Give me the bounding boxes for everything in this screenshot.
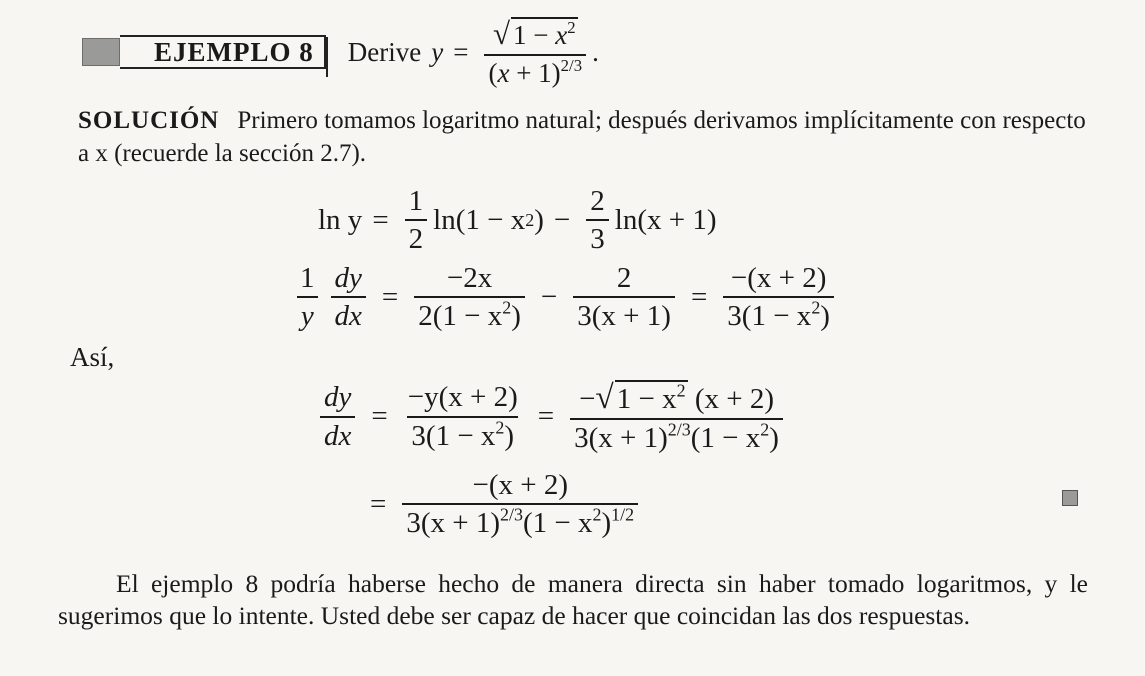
statement-prefix: Derive (347, 36, 422, 67)
equation-2: $\frac{1}{y}$ $\frac{dy}{dx}$ = $\frac{-2x}{2(1 - x^2)}$ − $\frac{2}{3(x + 1)}$ = $\frac{-(x + 2)}{3(1 - x^2)}$ (290, 263, 840, 332)
solution-paragraph (78, 104, 1088, 170)
example-header (82, 18, 599, 87)
example-statement (348, 18, 599, 87)
solution-text: Primero tomamos logaritmo natural; después derivamos implícitamente con respecto a x (recuerde la sección 2.7). (78, 107, 1086, 167)
statement-period: . (592, 36, 599, 67)
closing-paragraph: El ejemplo 8 podría haberse hecho de manera directa sin haber tomado logaritmos, y le sugerimos que lo intente. Usted debe ser capaz de hacer que coincidan las dos respuestas. (58, 569, 1088, 630)
statement-y: y (431, 36, 444, 67)
asi-label: Así, (70, 342, 115, 372)
example-tab-marker (82, 38, 120, 66)
statement-fraction: $\frac{√ 1 - x^2}{(x + 1)^{2/3}}$ (484, 18, 586, 87)
equation-4: = $\frac{-(x + 2)}{3(x + 1)^{2/3}(1 - x^2)^{1/2}}$ (360, 470, 644, 539)
example-label: EJEMPLO 8 (120, 35, 326, 69)
end-of-example-mark (1062, 490, 1078, 506)
radical: √ $1 - x^2$ (492, 16, 576, 51)
statement-eq: = (453, 36, 469, 67)
equation-1: ln y = $\frac{1}{2}$ ln(1 − x 2 ) − $\frac{2}{3}$ ln(x + 1) (318, 185, 717, 256)
equation-3: $\frac{dy}{dx}$ = $\frac{-y(x + 2)}{3(1 - x^2)}$ = $\frac{-√ 1 - x^2 (x + 2)}{3(x + 1)^{2/3}(1 - x^2)}$ (314, 380, 789, 453)
solution-lead: SOLUCIÓN (78, 107, 220, 134)
